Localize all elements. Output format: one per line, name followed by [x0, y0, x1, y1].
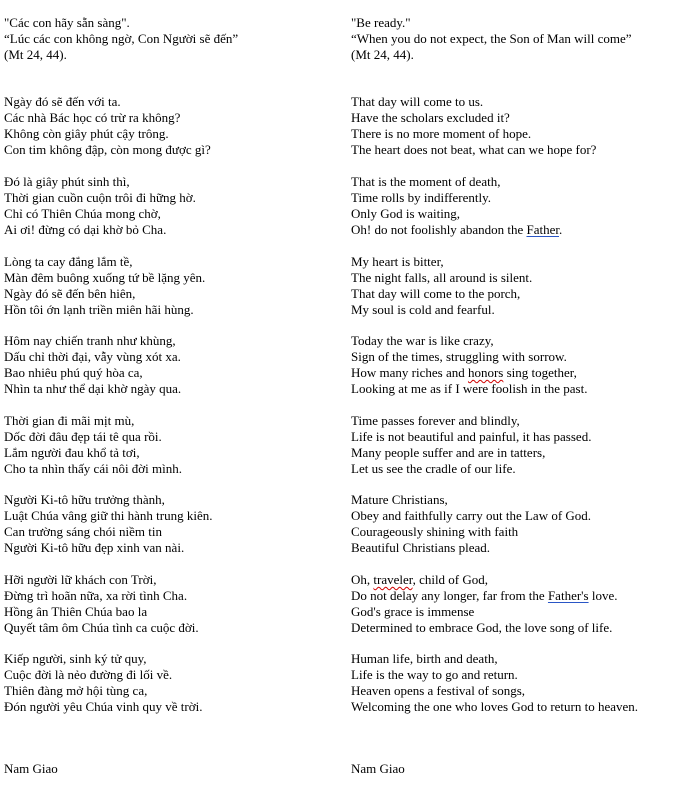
en-verse-line: Oh! do not foolishly abandon the Father.	[351, 222, 563, 237]
vi-verse-line: Người Ki-tô hữu trưởng thành,	[4, 492, 165, 507]
en-verse-line: Today the war is like crazy,	[351, 333, 494, 348]
vi-verse-line: Thời gian đi mãi mịt mù,	[4, 413, 135, 428]
vi-verse-line: Cho ta nhìn thấy cái nôi đời mình.	[4, 461, 183, 476]
en-author-signature: Nam Giao	[351, 761, 405, 776]
vi-verse-line: Ai ơi! đừng có dại khờ bỏ Cha.	[4, 222, 167, 237]
en-header-line: (Mt 24, 44).	[351, 47, 414, 62]
vi-verse-line: Bao nhiêu phú quý hòa ca,	[4, 365, 143, 380]
en-verse-line: There is no more moment of hope.	[351, 126, 532, 141]
vi-verse-line: Dốc đời đâu đẹp tái tê qua rồi.	[4, 429, 162, 444]
en-verse-line: The heart does not beat, what can we hope for?	[351, 142, 597, 157]
vi-verse-line: Hồng ân Thiên Chúa bao la	[4, 604, 148, 619]
vi-verse-line: Can trường sáng chói niềm tin	[4, 524, 162, 539]
vi-verse-line: Đó là giây phút sinh thì,	[4, 174, 130, 189]
en-verse-line: My heart is bitter,	[351, 254, 444, 269]
proofing-underline-mark: Father	[526, 222, 559, 237]
en-verse-line: Obey and faithfully carry out the Law of God.	[351, 508, 592, 523]
vi-verse-line: Cuộc đời là nẻo đường đi lối về.	[4, 667, 173, 682]
vi-verse-line: Ngày đó sẽ đến bên hiên,	[4, 286, 136, 301]
proofing-underline-mark: honors	[467, 365, 504, 380]
vi-verse-line: Hỡi người lữ khách con Trời,	[4, 572, 157, 587]
vi-verse-line: Màn đêm buông xuống tứ bề lặng yên.	[4, 270, 206, 285]
vi-verse-line: Lắm người đau khổ tả tơi,	[4, 445, 140, 460]
vi-header-line: “Lúc các con không ngờ, Con Người sẽ đến”	[4, 31, 239, 46]
proofing-underline-mark: traveler	[373, 572, 413, 587]
vi-verse-line: Ngày đó sẽ đến với ta.	[4, 94, 121, 109]
en-verse-line: God's grace is immense	[351, 604, 475, 619]
vi-header-line: (Mt 24, 44).	[4, 47, 67, 62]
vi-verse-line: Người Ki-tô hữu đẹp xinh van nài.	[4, 540, 185, 555]
en-verse-line: Courageously shining with faith	[351, 524, 519, 539]
vi-verse-line: Kiếp người, sinh ký tử quy,	[4, 651, 147, 666]
vi-verse-line: Luật Chúa vâng giữ thi hành trung kiên.	[4, 508, 213, 523]
en-verse-line: Oh, traveler, child of God,	[351, 572, 489, 587]
en-verse-line: Beautiful Christians plead.	[351, 540, 491, 555]
en-verse-line: Many people suffer and are in tatters,	[351, 445, 546, 460]
vi-verse-line: Con tim không đập, còn mong được gì?	[4, 142, 211, 157]
en-verse-line: Life is not beautiful and painful, it has passed.	[351, 429, 592, 444]
en-verse-line: Time passes forever and blindly,	[351, 413, 520, 428]
proofing-underline-mark: Father's	[547, 588, 589, 603]
vi-verse-line: Thiên đàng mở hội tùng ca,	[4, 683, 148, 698]
vi-verse-line: Quyết tâm ôm Chúa tình ca cuộc đời.	[4, 620, 199, 635]
en-header-line: "Be ready."	[351, 15, 411, 30]
en-verse-line: Determined to embrace God, the love song of life.	[351, 620, 613, 635]
vi-verse-line: Không còn giây phút cậy trông.	[4, 126, 169, 141]
en-verse-line: That day will come to us.	[351, 94, 484, 109]
vi-verse-line: Chỉ có Thiên Chúa mong chờ,	[4, 206, 161, 221]
vi-verse-line: Đừng trì hoãn nữa, xa rời tình Cha.	[4, 588, 188, 603]
vi-verse-line: Thời gian cuồn cuộn trôi đi hững hờ.	[4, 190, 196, 205]
vi-verse-line: Hôm nay chiến tranh như khùng,	[4, 333, 176, 348]
en-verse-line: That is the moment of death,	[351, 174, 501, 189]
en-verse-line: The night falls, all around is silent.	[351, 270, 533, 285]
vi-header-line: "Các con hãy sẵn sàng".	[4, 15, 130, 30]
vi-verse-line: Các nhà Bác học có trừ ra không?	[4, 110, 181, 125]
en-verse-line: Only God is waiting,	[351, 206, 461, 221]
en-verse-line: My soul is cold and fearful.	[351, 302, 495, 317]
en-header-line: “When you do not expect, the Son of Man will come”	[351, 31, 632, 46]
vi-verse-line: Lòng ta cay đắng lắm tề,	[4, 254, 133, 269]
vi-verse-line: Hồn tôi ớn lạnh triền miên hãi hùng.	[4, 302, 194, 317]
vi-author-signature: Nam Giao	[4, 761, 58, 776]
vi-verse-line: Nhìn ta như thể dại khờ ngày qua.	[4, 381, 182, 396]
en-verse-line: Sign of the times, struggling with sorrow.	[351, 349, 567, 364]
en-verse-line: Heaven opens a festival of songs,	[351, 683, 526, 698]
en-verse-line: Mature Christians,	[351, 492, 448, 507]
en-verse-line: Time rolls by indifferently.	[351, 190, 491, 205]
en-verse-line: Let us see the cradle of our life.	[351, 461, 516, 476]
vi-verse-line: Dấu chỉ thời đại, vẫy vùng xót xa.	[4, 349, 181, 364]
en-verse-line: Do not delay any longer, far from the Father's love.	[351, 588, 618, 603]
vi-verse-line: Đón người yêu Chúa vinh quy về trời.	[4, 699, 203, 714]
en-verse-line: That day will come to the porch,	[351, 286, 521, 301]
en-verse-line: Life is the way to go and return.	[351, 667, 518, 682]
en-verse-line: Have the scholars excluded it?	[351, 110, 510, 125]
en-verse-line: Looking at me as if I were foolish in the past.	[351, 381, 588, 396]
en-verse-line: Human life, birth and death,	[351, 651, 498, 666]
en-verse-line: Welcoming the one who loves God to return to heaven.	[351, 699, 639, 714]
en-verse-line: How many riches and honors sing together,	[351, 365, 577, 380]
